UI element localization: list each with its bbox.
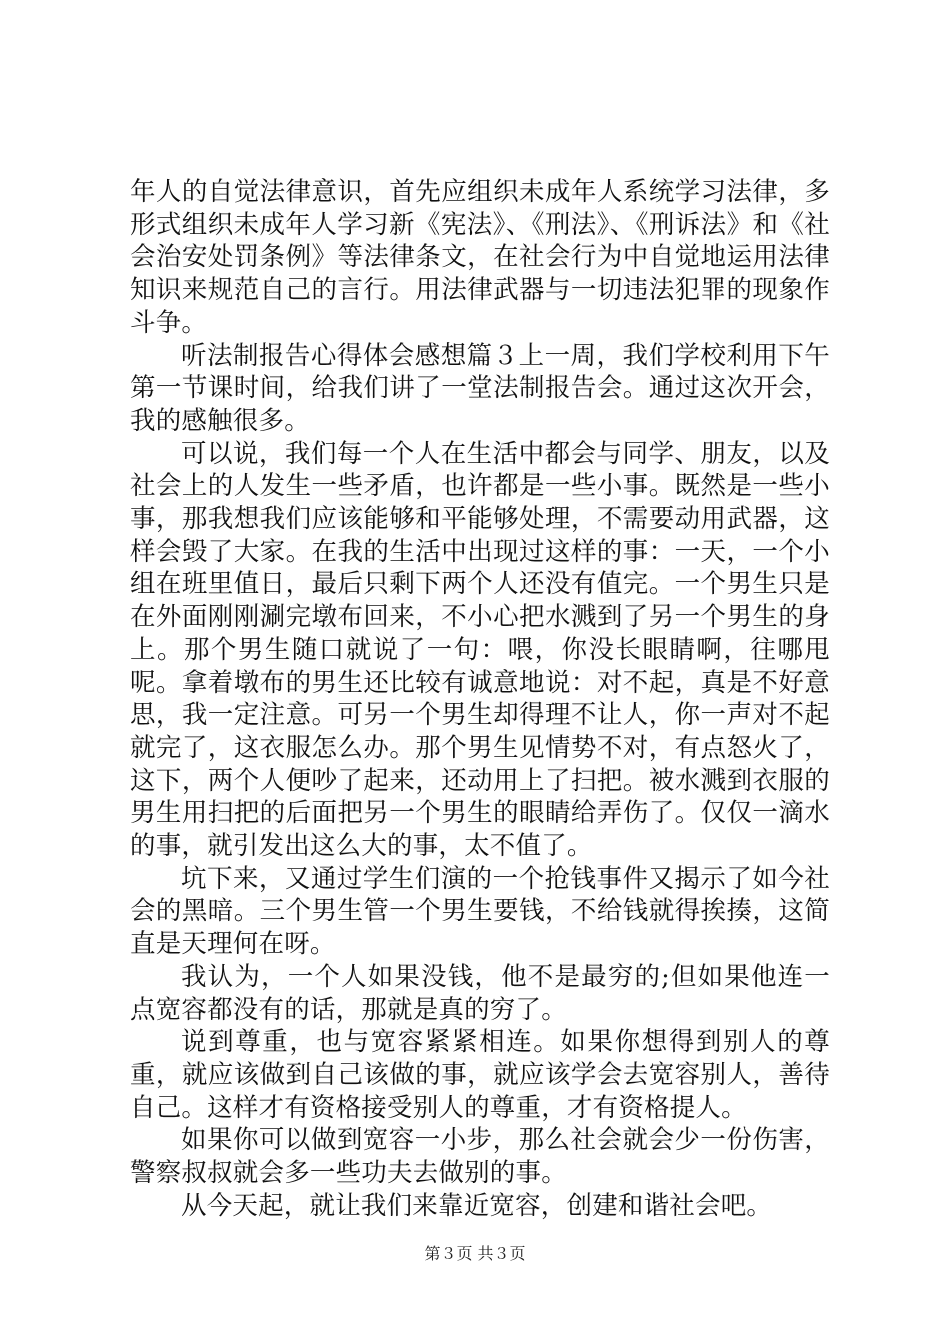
paragraph-5: 我认为，一个人如果没钱，他不是最穷的;但如果他连一点宽容都没有的话，那就是真的穷了。 (130, 961, 830, 1025)
page-footer: 第３页 共３页 (424, 1244, 526, 1263)
paragraph-1: 年人的自觉法律意识，首先应组织未成年人系统学习法律，多形式组织未成年人学习新《宪法》、《刑法》、《刑诉法》和《社会治安处罚条例》等法律条文，在社会行为中自觉地运用法律知识来规范自己的言行。用法律武器与一切违法犯罪的现象作斗争。 (130, 177, 830, 338)
paragraph-4: 坑下来，又通过学生们演的一个抢钱事件又揭示了如今社会的黑暗。三个男生管一个男生要钱，不给钱就得挨揍，这简直是天理何在呀。 (130, 863, 830, 960)
document-body (130, 176, 830, 1223)
paragraph-7: 如果你可以做到宽容一小步，那么社会就会少一份伤害，警察叔叔就会多一些功夫去做别的事。 (130, 1125, 830, 1189)
paragraph-6: 说到尊重，也与宽容紧紧相连。如果你想得到别人的尊重，就应该做到自己该做的事，就应该学会去宽容别人，善待自己。这样才有资格接受别人的尊重，才有资格提人。 (130, 1027, 830, 1123)
paragraph-3: 可以说，我们每一个人在生活中都会与同学、朋友，以及社会上的人发生一些矛盾，也许都是一些小事。既然是一些小事，那我想我们应该能够和平能够处理，不需要动用武器，这样会毁了大家。在我的生活中出现过这样的事：一天，一个小组在班里值日，最后只剩下两个人还没有值完。一个男生只是在外面刚刚涮完墩布回来，不小心把水溅到了另一个男生的身上。那个男生随口就说了一句：喂，你没长眼睛啊，往哪甩呢。拿着墩布的男生还比较有诚意地说：对不起，真是不好意思，我一定注意。可另一个男生却得理不让人，你一声对不起就完了，这衣服怎么办。那个男生见情势不对，有点怒火了，这下，两个人便吵了起来，还动用上了扫把。被水溅到衣服的男生用扫把的后面把另一个男生的眼睛给弄伤了。仅仅一滴水的事，就引发出这么大的事，太不值了。 (130, 438, 830, 862)
paragraph-8: 从今天起，就让我们来靠近宽容，创建和谐社会吧。 (181, 1190, 773, 1221)
paragraph-2: 听法制报告心得体会感想篇３上一周，我们学校利用下午第一节课时间，给我们讲了一堂法制报告会。通过这次开会，我的感触很多。 (130, 340, 830, 436)
